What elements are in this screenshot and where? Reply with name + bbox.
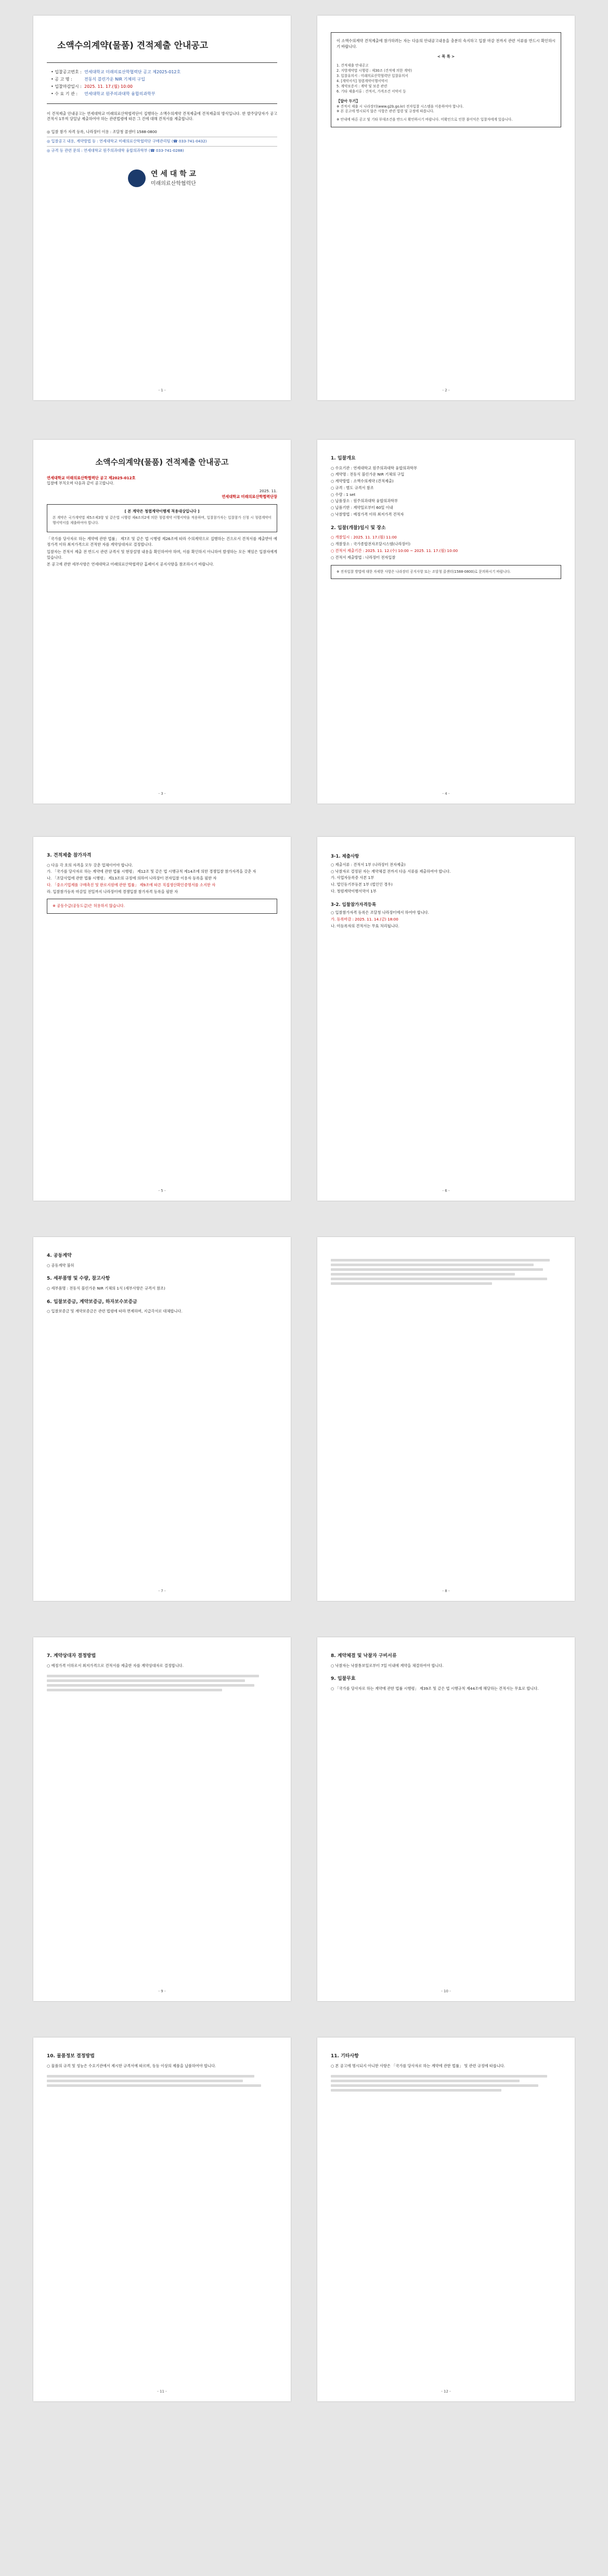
page-7: 4. 공동계약 ○ 공동계약 불허 5. 세부품명 및 수량, 참고사항 ○ 세부품명 : 전동식 블린가운 NIR 기체의 1식 (세부사항은 규격서 참조) 6. 입찰보증금, 계약보증금, 하자보수보증금 ○ 입찰보증금 및 계약보증금은 관련 법령에 따라 면제하며, 지급각서로 대체합니다. - 7 - (33, 1237, 291, 1601)
page-10: 8. 계약체결 및 낙찰자 구비서류 ○ 낙찰자는 낙찰통보일로부터 7일 이내에 계약을 체결하여야 합니다. 9. 입찰무효 ○ 「국가를 당사자로 하는 계약에 관한 법률 시행령」 제39조 및 같은 법 시행규칙 제44조에 해당하는 견적서는 무효로 합니다. - 10 - (317, 1637, 575, 2001)
bid-info-row: • 수 요 기 관 : 연세대학교 원주의과대학 융합의과학부 (51, 91, 156, 96)
university-logo (47, 169, 277, 188)
page-9: 7. 계약상대자 결정방법 ○ 예정가격 이하로서 최저가격으로 견적서를 제출한 자를 계약상대자로 결정합니다. - 9 - (33, 1637, 291, 2001)
notice-paragraph: 이 견적제출 안내공고는 연세대학교 미래의료산학협력단이 집행하는 소액수의계약 견적제출에 견적제출의 방식입니다. 한 발주담당자가 공고 견적서 1부씩 당일날 제출하여야 하는 관련법령에 따른 그 건에 대해 견적서를 제출합니다. (47, 111, 277, 122)
page-number: - 11 - (157, 2389, 167, 2394)
bid-info-row: • 입찰마감일시 : 2025. 11. 17.(월) 10:00 (51, 84, 133, 89)
section-9-title: 9. 입찰무효 (331, 1676, 356, 1682)
section-10-title: 10. 물품정보 결정방법 (47, 2054, 95, 2059)
contact-1: ◎ 입찰 참가 자격 등록, 나라장터 이용 : 조달청 콜센터 1588-0800 (47, 129, 157, 135)
notes-title: 【알아 두기】 (337, 98, 360, 103)
page-title: 소액수의계약(물품) 견적제출 안내공고 (57, 41, 209, 51)
section-8-title: 8. 계약체결 및 낙찰자 구비서류 (331, 1653, 397, 1659)
page-number: - 2 - (442, 388, 450, 392)
page-number: - 6 - (442, 1188, 450, 1193)
page-title: 소액수의계약(물품) 견적제출 안내공고 (95, 457, 229, 467)
section-5-title: 5. 세부품명 및 수량, 참고사항 (47, 1276, 110, 1282)
section-11-title: 11. 기타사항 (331, 2054, 359, 2059)
page-number: - 4 - (442, 791, 450, 796)
page-number: - 5 - (158, 1188, 166, 1193)
page-number: - 7 - (158, 1588, 166, 1593)
notice-line: 입찰에 부치오며 다음과 같이 공고합니다. (47, 481, 114, 486)
bid-info-row: • 공 고 명 : 전동식 블린가운 NIR 기체의 구입 (51, 76, 145, 82)
joint-bid-note: ※ 공동수급(공동도급)은 허용하지 않습니다. (47, 899, 277, 914)
page-12: 11. 기타사항 ○ 본 공고에 명시되지 아니한 사항은 「국가를 당사자로 하는 계약에 관한 법률」 및 관련 규정에 따릅니다. - 12 - (317, 2038, 575, 2401)
page-number: - 3 - (158, 791, 166, 796)
notice-number: 연세대학교 미래의료산학협력단 공고 제2025-012호 (47, 475, 136, 480)
contact-2: ◎ 입찰공고 내용, 계약방법 등 : 연세대학교 미래의료산학협력단 구매관리팀 (☎ 033-741-0432) (47, 138, 207, 143)
warning-text: ※ 안내에 따른 공고 및 기타 부대조건을 반드시 확인하시기 바랍니다. 미확인으로 인한 불이익은 입찰자에게 있습니다. (337, 117, 513, 122)
page-number: - 12 - (441, 2389, 451, 2394)
section-3-title: 3. 견적제출 참가자격 (47, 853, 92, 858)
page-1 (33, 16, 291, 400)
toc-title: < 목 록 > (437, 54, 455, 59)
page-5: 3. 견적제출 참가자격 ○ 다음 각 호의 자격을 모두 갖춘 업체이어야 합니다. 가. 「국가를 당사자로 하는 계약에 관한 법률 시행령」 제12조 및 같은 법 시행규칙 제14조에 의한 경쟁입찰 참가자격을 갖춘 자 나. 「조달사업에 관한 법률 시행령」 제13조의 규정에 의하여 나라장터 전자입찰 이용자 등록을 필한 자 다. 「중소기업제품 구매촉진 및 판로지원에 관한 법률」 제9조에 따른 직접생산확인증명서를 소지한 자 라. 입찰참가등록 마감일 전일까지 나라장터에 경쟁입찰 참가자격 등록을 필한 자 ※ 공동수급(공동도급)은 허용하지 않습니다. - 5 - (33, 837, 291, 1201)
section-2-title: 2. 입찰(개찰)일시 및 장소 (331, 525, 386, 531)
section-3-1-title: 3-1. 제출사항 (331, 854, 359, 859)
bid-info (47, 66, 277, 100)
page-8 (317, 1237, 575, 1601)
page-4: 1. 입찰개요 ○ 수요기관 : 연세대학교 원주의과대학 융합의과학부 ○ 계약명 : 전동식 블린가운 NIR 기체의 구입 ○ 계약방법 : 소액수의계약 (견적제출) ○ 규격 : 별도 규격서 참조 ○ 수량 : 1 set ○ 납품장소 : 원주의과대학 융합의과학부 ○ 납품기한 : 계약일로부터 60일 이내 ○ 낙찰방법 : 예정가격 이하 최저가격 견적자 2. 입찰(개찰)일시 및 장소 ○ 개찰일시 : 2025. 11. 17.(월) 11:00 ○ 개찰장소 : 국가종합전자조달시스템(나라장터) ○ 견적서 제출기간 : 2025. 11. 12.(수) 10:00 ~ 2025. 11. 17.(월) 10:00 ○ 견적서 제출방법 : 나라장터 전자입찰 ※ 전자입찰 방법에 대한 자세한 사항은 나라장터 공지사항 또는 조달청 콜센터(1588-0800)로 문의하시기 바랍니다. - 4 - (317, 440, 575, 804)
paragraph: 입찰자는 견적서 제출 전 반드시 관련 규격서 및 현장설명 내용을 확인하여야 하며, 이를 확인하지 아니하여 발생하는 모든 책임은 입찰자에게 있습니다. (47, 549, 277, 560)
bid-info-row: • 입찰공고번호 : 연세대학교 미래의료산학협력단 공고 제2025-012호 (51, 69, 181, 74)
page-number: - 8 - (442, 1588, 450, 1593)
page-3 (33, 440, 291, 804)
integrity-box: [ 본 계약은 청렴계약이행제 적용대상입니다 ] 본 계약은 국가계약법 제5조제3항 및 같은법 시행령 제4조의2에 의한 청렴계약 이행서약을 적용하며, 입찰참가자는 입찰참가 신청 시 청렴계약이행서약서를 제출하여야 합니다. (47, 504, 277, 533)
body-text-block (331, 1259, 561, 1285)
page-11: 10. 물품정보 결정방법 ○ 물품의 규격 및 성능은 수요기관에서 제시한 규격서에 따르며, 동등 이상의 제품을 납품하여야 합니다. - 11 - (33, 2038, 291, 2401)
section-7-title: 7. 계약상대자 결정방법 (47, 1653, 96, 1659)
contact-3: ◎ 규격 등 관련 문의 : 연세대학교 원주의과대학 융합의과학부 (☎ 033-741-0288) (47, 148, 184, 153)
section-3-2-title: 3-2. 입찰참가자격등록 (331, 902, 377, 908)
section-1-title: 1. 입찰개요 (331, 456, 356, 461)
page-number: - 9 - (158, 1989, 166, 1993)
intro-box: 이 소액수의계약 견적제출에 참가하려는 자는 다음의 안내공고내용을 충분히 숙지하고 입찰 마감 전까지 관련 서류를 반드시 확인하시기 바랍니다. < 목 록 > 1. 견적제출 안내공고 2. 지방계약법 시행령 : 제30조 (견적에 의한 계약) 3. 입찰유의서 : 미래의료산학협력단 입찰유의서 4. [계약서식] 청렴계약이행서약서 5. 계약보증서 : 계약 및 보증 관련 6. 기타 제출서류 : 견적서, 가격조건 서약서 등 【알아 두기】 ※ 견적서 제출 시 나라장터(www.g2b.go.kr) 전자입찰 시스템을 이용하여야 합니다. ※ 본 공고에 명시되지 않은 사항은 관련 법령 및 규정에 따릅니다. ※ 안내에 따른 공고 및 기타 부대조건을 반드시 확인하시기 바랍니다. 미확인으로 인한 불이익은 입찰자에게 있습니다. (331, 32, 561, 127)
page-number: - 10 - (441, 1989, 451, 1993)
university-sub: 미래의료산학협력단 (150, 181, 196, 187)
university-name: 연 세 대 학 교 (150, 170, 197, 179)
signer: 연세대학교 미래의료산학협력단장 (222, 494, 277, 499)
seal-icon (128, 169, 146, 187)
paragraph: 본 공고에 관한 세부사항은 연세대학교 미래의료산학협력단 홈페이지 공지사항을 참조하시기 바랍니다. (47, 562, 214, 567)
page-2 (317, 16, 575, 400)
divider (47, 62, 277, 63)
section-6-title: 6. 입찰보증금, 계약보증금, 하자보수보증금 (47, 1299, 137, 1305)
schedule-note: ※ 전자입찰 방법에 대한 자세한 사항은 나라장터 공지사항 또는 조달청 콜센터(1588-0800)로 문의하시기 바랍니다. (331, 565, 561, 580)
divider (47, 103, 277, 104)
paragraph: 「국가를 당사자로 하는 계약에 관한 법률」 제7조 및 같은 법 시행령 제26조에 따라 수의계약으로 집행하는 건으로서 견적서를 제출받아 예정가격 이하 최저가격으로 견적한 자를 계약상대자로 결정합니다. (47, 536, 277, 547)
section-4-title: 4. 공동계약 (47, 1253, 72, 1258)
notice-date: 2025. 11. (259, 489, 277, 494)
page-6: 3-1. 제출사항 ○ 제출서류 : 견적서 1부 (나라장터 전자제출) ○ 낙찰자로 결정된 자는 계약체결 전까지 다음 서류를 제출하여야 합니다. 가. 사업자등록증 사본 1부 나. 법인등기부등본 1부 (법인인 경우) 다. 청렴계약이행서약서 1부 3-2. 입찰참가자격등록 ○ 입찰참가자격 등록은 조달청 나라장터에서 하여야 합니다. 가. 등록마감 : 2025. 11. 14.(금) 18:00 나. 미등록자의 견적서는 무효 처리됩니다. - 6 - (317, 837, 575, 1201)
page-number: - 1 - (158, 388, 166, 392)
